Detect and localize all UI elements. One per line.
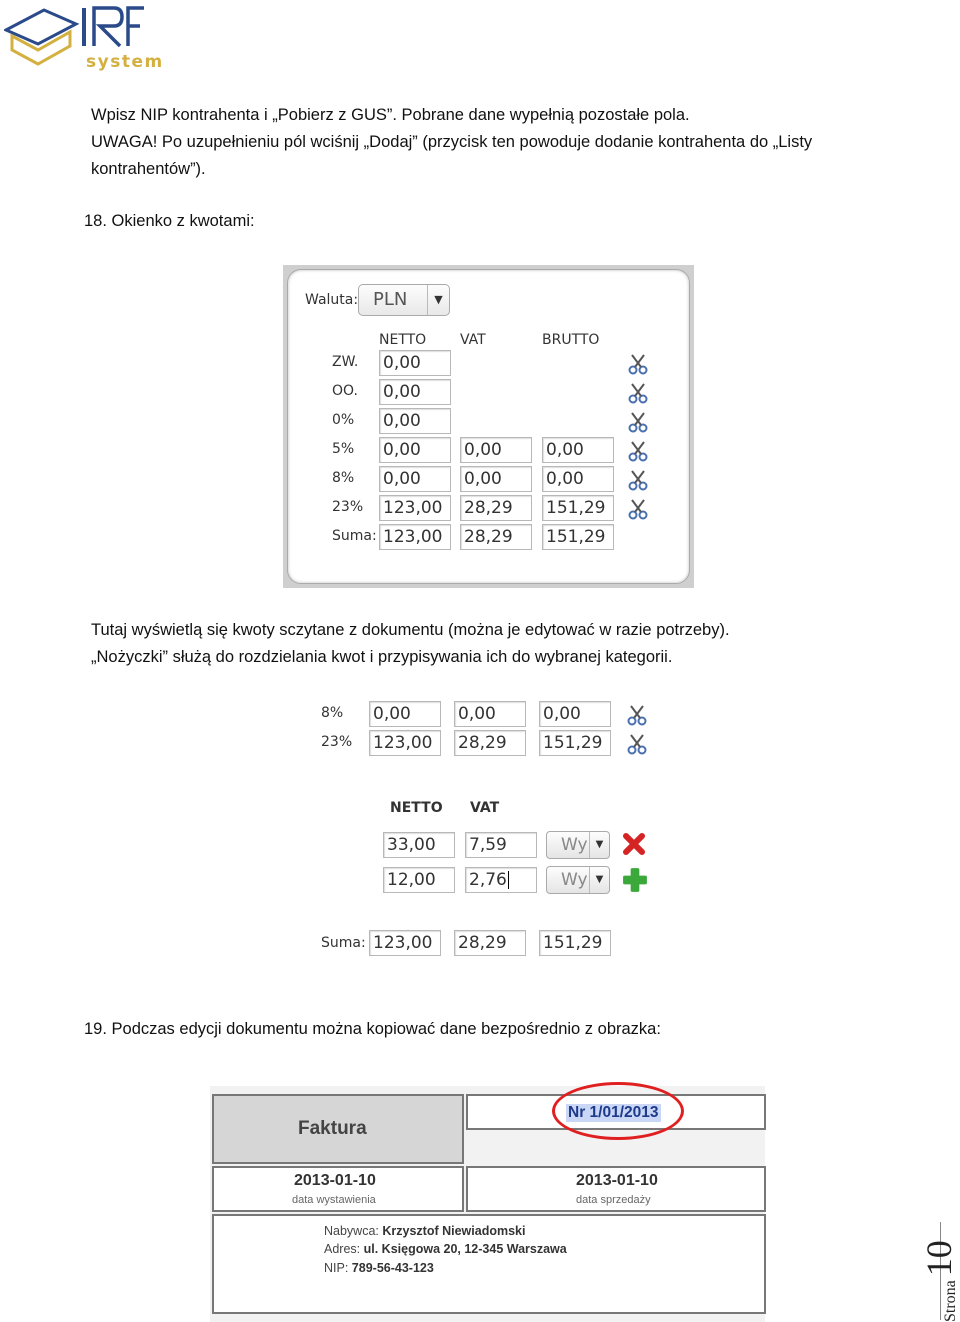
scissors-icon[interactable] <box>626 381 650 405</box>
scissors-icon[interactable] <box>626 352 650 376</box>
company-logo <box>4 2 164 74</box>
split-header-vat: VAT <box>470 800 500 816</box>
buyer-name: Krzysztof Niewiadomski <box>382 1224 526 1238</box>
chevron-down-icon: ▼ <box>589 867 609 893</box>
header-vat: VAT <box>460 332 486 348</box>
sum-netto-field: 123,00 <box>379 524 451 550</box>
split-window-screenshot <box>310 695 660 965</box>
sum-label: Suma: <box>321 935 366 951</box>
split-category-select[interactable] <box>546 866 610 894</box>
header-brutto: BRUTTO <box>542 332 600 348</box>
brutto-field[interactable]: 0,00 <box>539 701 611 727</box>
netto-field[interactable]: 0,00 <box>369 701 441 727</box>
currency-value: PLN <box>373 289 408 310</box>
vat-field[interactable]: 0,00 <box>460 466 532 492</box>
page-word: Strona <box>942 1280 959 1322</box>
delete-x-icon[interactable] <box>622 832 646 856</box>
split-category-value: Wy <box>561 870 588 890</box>
scissors-icon[interactable] <box>626 497 650 521</box>
netto-field[interactable]: 0,00 <box>379 350 451 376</box>
scissors-icon[interactable] <box>626 468 650 492</box>
vat-field[interactable]: 0,00 <box>454 701 526 727</box>
chevron-down-icon: ▼ <box>589 832 609 858</box>
split-netto-field[interactable]: 12,00 <box>383 867 455 893</box>
amounts-window-screenshot <box>283 265 694 588</box>
sum-vat-field: 28,29 <box>454 930 526 956</box>
sale-date: 2013-01-10 <box>576 1172 658 1189</box>
nip-label: NIP: <box>324 1261 349 1275</box>
currency-select[interactable] <box>358 284 450 316</box>
section-19-heading: 19. Podczas edycji dokumentu można kopiować dane bezpośrednio z obrazka: <box>84 1020 661 1038</box>
sale-date-box <box>466 1166 766 1212</box>
currency-label: Waluta: <box>305 292 359 308</box>
buyer-address: ul. Księgowa 20, 12-345 Warszawa <box>363 1242 567 1256</box>
invoice-number[interactable]: Nr 1/01/2013 <box>568 1104 659 1121</box>
netto-field[interactable]: 0,00 <box>379 379 451 405</box>
row-label: 0% <box>332 412 355 428</box>
row-label: 8% <box>332 470 355 486</box>
netto-field[interactable]: 0,00 <box>379 466 451 492</box>
split-category-value: Wy <box>561 835 588 855</box>
brutto-field[interactable]: 0,00 <box>542 437 614 463</box>
sum-brutto-field: 151,29 <box>539 930 611 956</box>
buyer-line <box>324 1224 525 1238</box>
amounts-window <box>287 269 690 584</box>
netto-field[interactable]: 0,00 <box>379 408 451 434</box>
logo-wordmark: system <box>86 52 164 72</box>
split-vat-value: 2,76 <box>469 870 507 890</box>
vat-field[interactable]: 0,00 <box>460 437 532 463</box>
intro-line-1: Wpisz NIP kontrahenta i „Pobierz z GUS”. Pobrane dane wypełnią pozostałe pola. <box>91 106 690 124</box>
vat-field[interactable]: 28,29 <box>460 495 532 521</box>
header-netto: NETTO <box>379 332 427 348</box>
netto-field[interactable]: 123,00 <box>379 495 451 521</box>
row-label: ZW. <box>332 354 359 370</box>
netto-field[interactable]: 0,00 <box>379 437 451 463</box>
intro-line-2: UWAGA! Po uzupełnieniu pól wciśnij „Dodaj” (przycisk ten powoduje dodanie kontrahenta do „Listy <box>91 133 813 151</box>
brutto-field[interactable]: 0,00 <box>542 466 614 492</box>
explain-line-2: „Nożyczki” służą do rozdzielania kwot i przypisywania ich do wybranej kategorii. <box>91 648 673 666</box>
sum-netto-field: 123,00 <box>369 930 441 956</box>
netto-field[interactable]: 123,00 <box>369 730 441 756</box>
brutto-field[interactable]: 151,29 <box>539 730 611 756</box>
invoice-title-box <box>212 1094 464 1164</box>
row-label: 23% <box>321 734 353 750</box>
scissors-icon[interactable] <box>626 439 650 463</box>
text-cursor <box>508 871 509 889</box>
scissors-icon[interactable] <box>625 732 649 756</box>
highlight-oval <box>552 1082 684 1140</box>
brutto-field[interactable]: 151,29 <box>542 495 614 521</box>
section-18-heading: 18. Okienko z kwotami: <box>84 212 255 230</box>
issue-date-label: data wystawienia <box>292 1194 376 1206</box>
page-number <box>918 1222 958 1322</box>
buyer-nip: 789-56-43-123 <box>351 1261 434 1275</box>
explain-line-1: Tutaj wyświetlą się kwoty sczytane z dokumentu (można je edytować w razie potrzeby). <box>91 621 730 639</box>
issue-date-box <box>212 1166 464 1212</box>
row-label: 8% <box>321 705 344 721</box>
split-vat-field[interactable]: 7,59 <box>465 832 537 858</box>
chevron-down-icon: ▼ <box>427 285 449 315</box>
nip-line <box>324 1261 434 1275</box>
invoice-title: Faktura <box>298 1118 367 1139</box>
vat-field[interactable]: 28,29 <box>454 730 526 756</box>
split-category-select[interactable] <box>546 831 610 859</box>
scissors-icon[interactable] <box>625 703 649 727</box>
invoice-image <box>210 1086 765 1322</box>
scissors-icon[interactable] <box>626 410 650 434</box>
split-vat-field[interactable] <box>465 867 537 893</box>
sum-vat-field: 28,29 <box>460 524 532 550</box>
buyer-box <box>212 1214 766 1314</box>
address-line <box>324 1242 567 1256</box>
row-label: 5% <box>332 441 355 457</box>
sum-label: Suma: <box>332 528 377 544</box>
address-label: Adres: <box>324 1242 361 1256</box>
page-number-value: 10 <box>919 1240 959 1277</box>
add-plus-icon[interactable] <box>622 867 648 893</box>
sale-date-label: data sprzedaży <box>576 1194 651 1206</box>
buyer-label: Nabywca: <box>324 1224 379 1238</box>
intro-line-3: kontrahentów”). <box>91 160 206 178</box>
sum-brutto-field: 151,29 <box>542 524 614 550</box>
split-netto-field[interactable]: 33,00 <box>383 832 455 858</box>
row-label: OO. <box>332 383 358 399</box>
split-header-netto: NETTO <box>390 800 443 816</box>
row-label: 23% <box>332 499 364 515</box>
issue-date: 2013-01-10 <box>294 1172 376 1189</box>
